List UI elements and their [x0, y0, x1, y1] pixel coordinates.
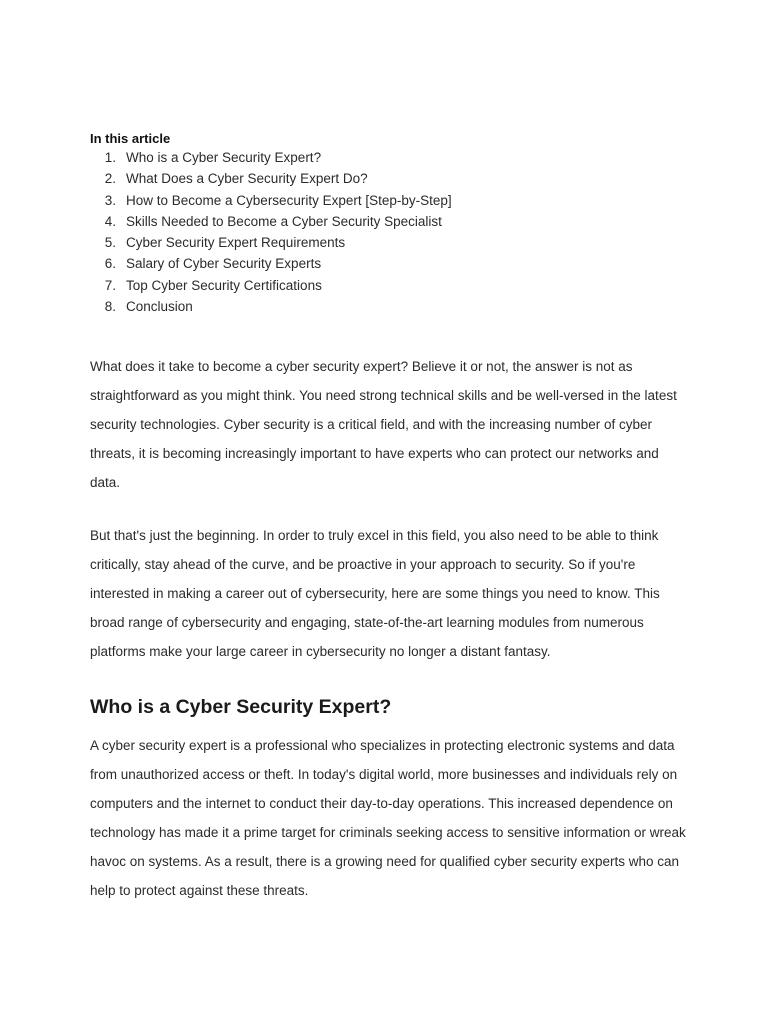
- toc-link-who-is-expert[interactable]: Who is a Cyber Security Expert?: [126, 150, 322, 165]
- toc-item[interactable]: [90, 232, 690, 253]
- toc-link-certifications[interactable]: Top Cyber Security Certifications: [126, 277, 322, 293]
- toc-link-salary[interactable]: Salary of Cyber Security Experts: [126, 256, 322, 272]
- toc-link-requirements[interactable]: Cyber Security Expert Requirements: [126, 235, 346, 251]
- toc-item-number: 5.: [104, 235, 116, 251]
- toc-item-number: 4.: [104, 213, 116, 229]
- toc-item[interactable]: [90, 168, 690, 189]
- toc-heading: In this article: [90, 131, 171, 146]
- toc-item[interactable]: [90, 253, 690, 274]
- toc-item[interactable]: [90, 190, 690, 211]
- section-heading-who-is-expert: Who is a Cyber Security Expert?: [90, 696, 392, 718]
- toc-item[interactable]: [90, 275, 690, 296]
- intro-paragraph-2: But that's just the beginning. In order to truly excel in this field, you also need to be able to think critically, stay ahead of the curve, and be proactive in your approach to security. So if you're interested in making a career out of cybersecurity, here are some things you need to know. This broad range of cybersecurity and engaging, state-of-the-art learning modules from numerous platforms make your large career in cybersecurity no longer a distant fantasy.: [90, 528, 660, 660]
- toc-item[interactable]: [90, 147, 690, 168]
- toc-list: [90, 147, 690, 317]
- toc-item[interactable]: [90, 296, 690, 317]
- intro-paragraph-1: What does it take to become a cyber security expert? Believe it or not, the answer is not as straightforward as you might think. You need strong technical skills and be well-versed in the latest security technologies. Cyber security is a critical field, and with the increasing number of cyber threats, it is becoming increasingly important to have experts who can protect our networks and data.: [90, 359, 677, 491]
- toc-link-conclusion[interactable]: Conclusion: [126, 299, 193, 315]
- toc-link-how-to-become[interactable]: How to Become a Cybersecurity Expert [Step-by-Step]: [126, 192, 452, 208]
- toc-item-number: 3.: [104, 192, 116, 208]
- table-of-contents: [90, 130, 690, 317]
- toc-item-number: 1.: [104, 150, 116, 165]
- toc-item-number: 7.: [104, 277, 116, 293]
- section-paragraph-who-is-expert: A cyber security expert is a professional who specializes in protecting electronic systems and data from unauthorized access or theft. In today's digital world, more businesses and individuals rely on computers and the internet to conduct their day-to-day operations. This increased dependence on technology has made it a prime target for criminals seeking access to sensitive information or wreak havoc on systems. As a result, there is a growing need for qualified cyber security experts who can help to protect against these threats.: [90, 738, 686, 899]
- toc-link-skills-needed[interactable]: Skills Needed to Become a Cyber Security Specialist: [126, 213, 442, 229]
- toc-item-number: 2.: [104, 171, 116, 187]
- toc-link-what-expert-does[interactable]: What Does a Cyber Security Expert Do?: [126, 171, 368, 187]
- toc-item-number: 6.: [104, 256, 116, 272]
- toc-item-number: 8.: [104, 299, 116, 315]
- toc-item[interactable]: [90, 211, 690, 232]
